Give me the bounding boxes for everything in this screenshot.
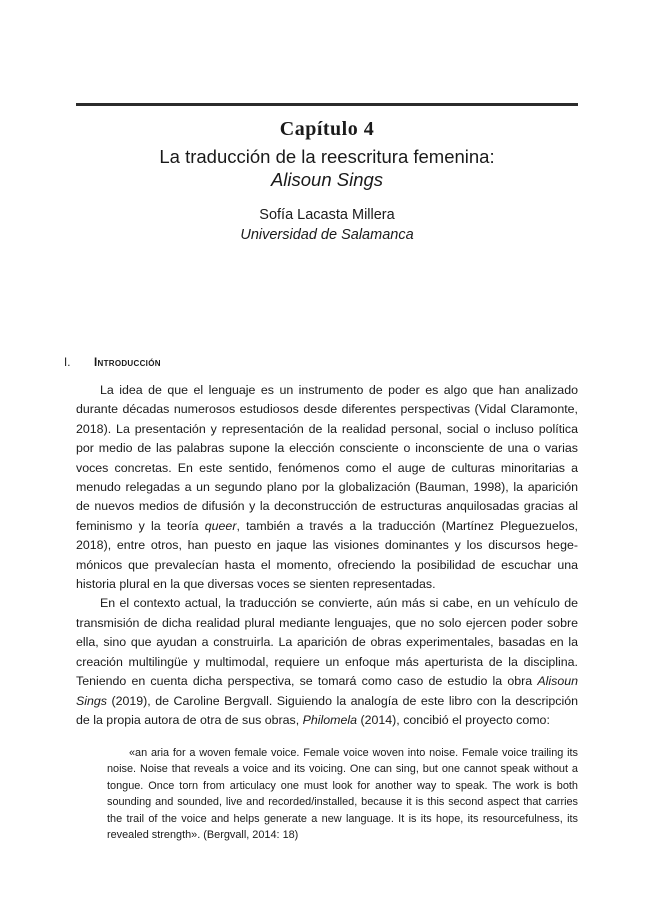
chapter-title-line2: Alisoun Sings: [270, 169, 384, 190]
author-name: Sofía Lacasta Millera: [259, 207, 395, 223]
paragraph-2: [76, 594, 578, 730]
header-rule: [76, 103, 578, 106]
paragraph-2-emphasis-b: Philomela: [302, 712, 358, 727]
paragraph-2-text-a: En el contexto actual, la traducción se convierte, aún más si cabe, en un vehículo de transmisión de dicha realidad plural mediante lenguajes, que no solo ejercen poder sobre ella, sino que ayudan a construirla. La aparición de obras experimentales, basadas en la creación multilingüe y multimodal, requiere un enfoque más aperturista de la disciplina. Teniendo en cuenta dicha perspectiva, se tomará como caso de estudio la obra: [76, 596, 578, 689]
section-heading: [64, 357, 161, 369]
paragraph-2-text-c: (2014), concibió el proyecto como:: [357, 712, 550, 727]
block-quote: [107, 745, 578, 843]
paragraph-2-emphasis-a: Alisoun Sings: [76, 674, 578, 708]
paragraph-1-text-b: , también a través a la traducción (Martínez Pleguezuelos, 2018), entre otros, han puesto en jaque las visiones dominantes y los discursos hegemónicos que prevalecían hasta el momento, ofreciendo la posibilidad de escuchar una historia plural en la que diversas voces se sienten representadas.: [76, 518, 578, 592]
paragraph-2-text-b: (2019), de Caroline Bergvall. Siguiendo la analogía de este libro con la descripción de la propia autora de otra de sus obras,: [76, 693, 578, 727]
paragraph-1-text-a: La idea de que el lenguaje es un instrumento de poder es algo que han analizado durante décadas numerosos estudiosos desde diferentes perspectivas (Vidal Claramonte, 2018). La presentación y representación de la realidad personal, social o incluso política por medio de las palabras supone la elección consciente o inconsciente de una o varias voces concretas. En este sentido, fenómenos como el auge de culturas minoritarias a menudo relegadas a un segundo plano por la globalización (Bauman, 1998), la aparición de nuevos medios de difusión y la deconstrucción de estructuras anquilosadas gracias al feminismo y la teoría: [76, 383, 578, 533]
block-quote-text: «an aria for a woven female voice. Female voice woven into noise. Female voice trailing its noise. Noise that reveals a voice and its voicing. One can sing, but one cannot speak without a tongue. Once torn from articulacy one must look for another way to speak. The work is both sounding and sounded, live and recorded/installed, because it is this second aspect that carries the trail of the voice and helps generate a new language. It is its hope, its resourcefulness, its revealed strength». (Bergvall, 2014: 18): [107, 747, 578, 842]
section-title: Introducción: [94, 357, 161, 369]
chapter-title-line1: La traducción de la reescritura femenina:: [159, 146, 495, 167]
author-affiliation: Universidad de Salamanca: [240, 227, 414, 243]
section-number: I.: [64, 357, 71, 369]
author-block: [76, 205, 578, 245]
paragraph-1: [76, 381, 578, 594]
body-text: [76, 381, 578, 730]
chapter-title: [76, 145, 578, 191]
chapter-number: Capítulo 4: [279, 118, 375, 140]
paragraph-1-emphasis: queer: [204, 518, 237, 533]
